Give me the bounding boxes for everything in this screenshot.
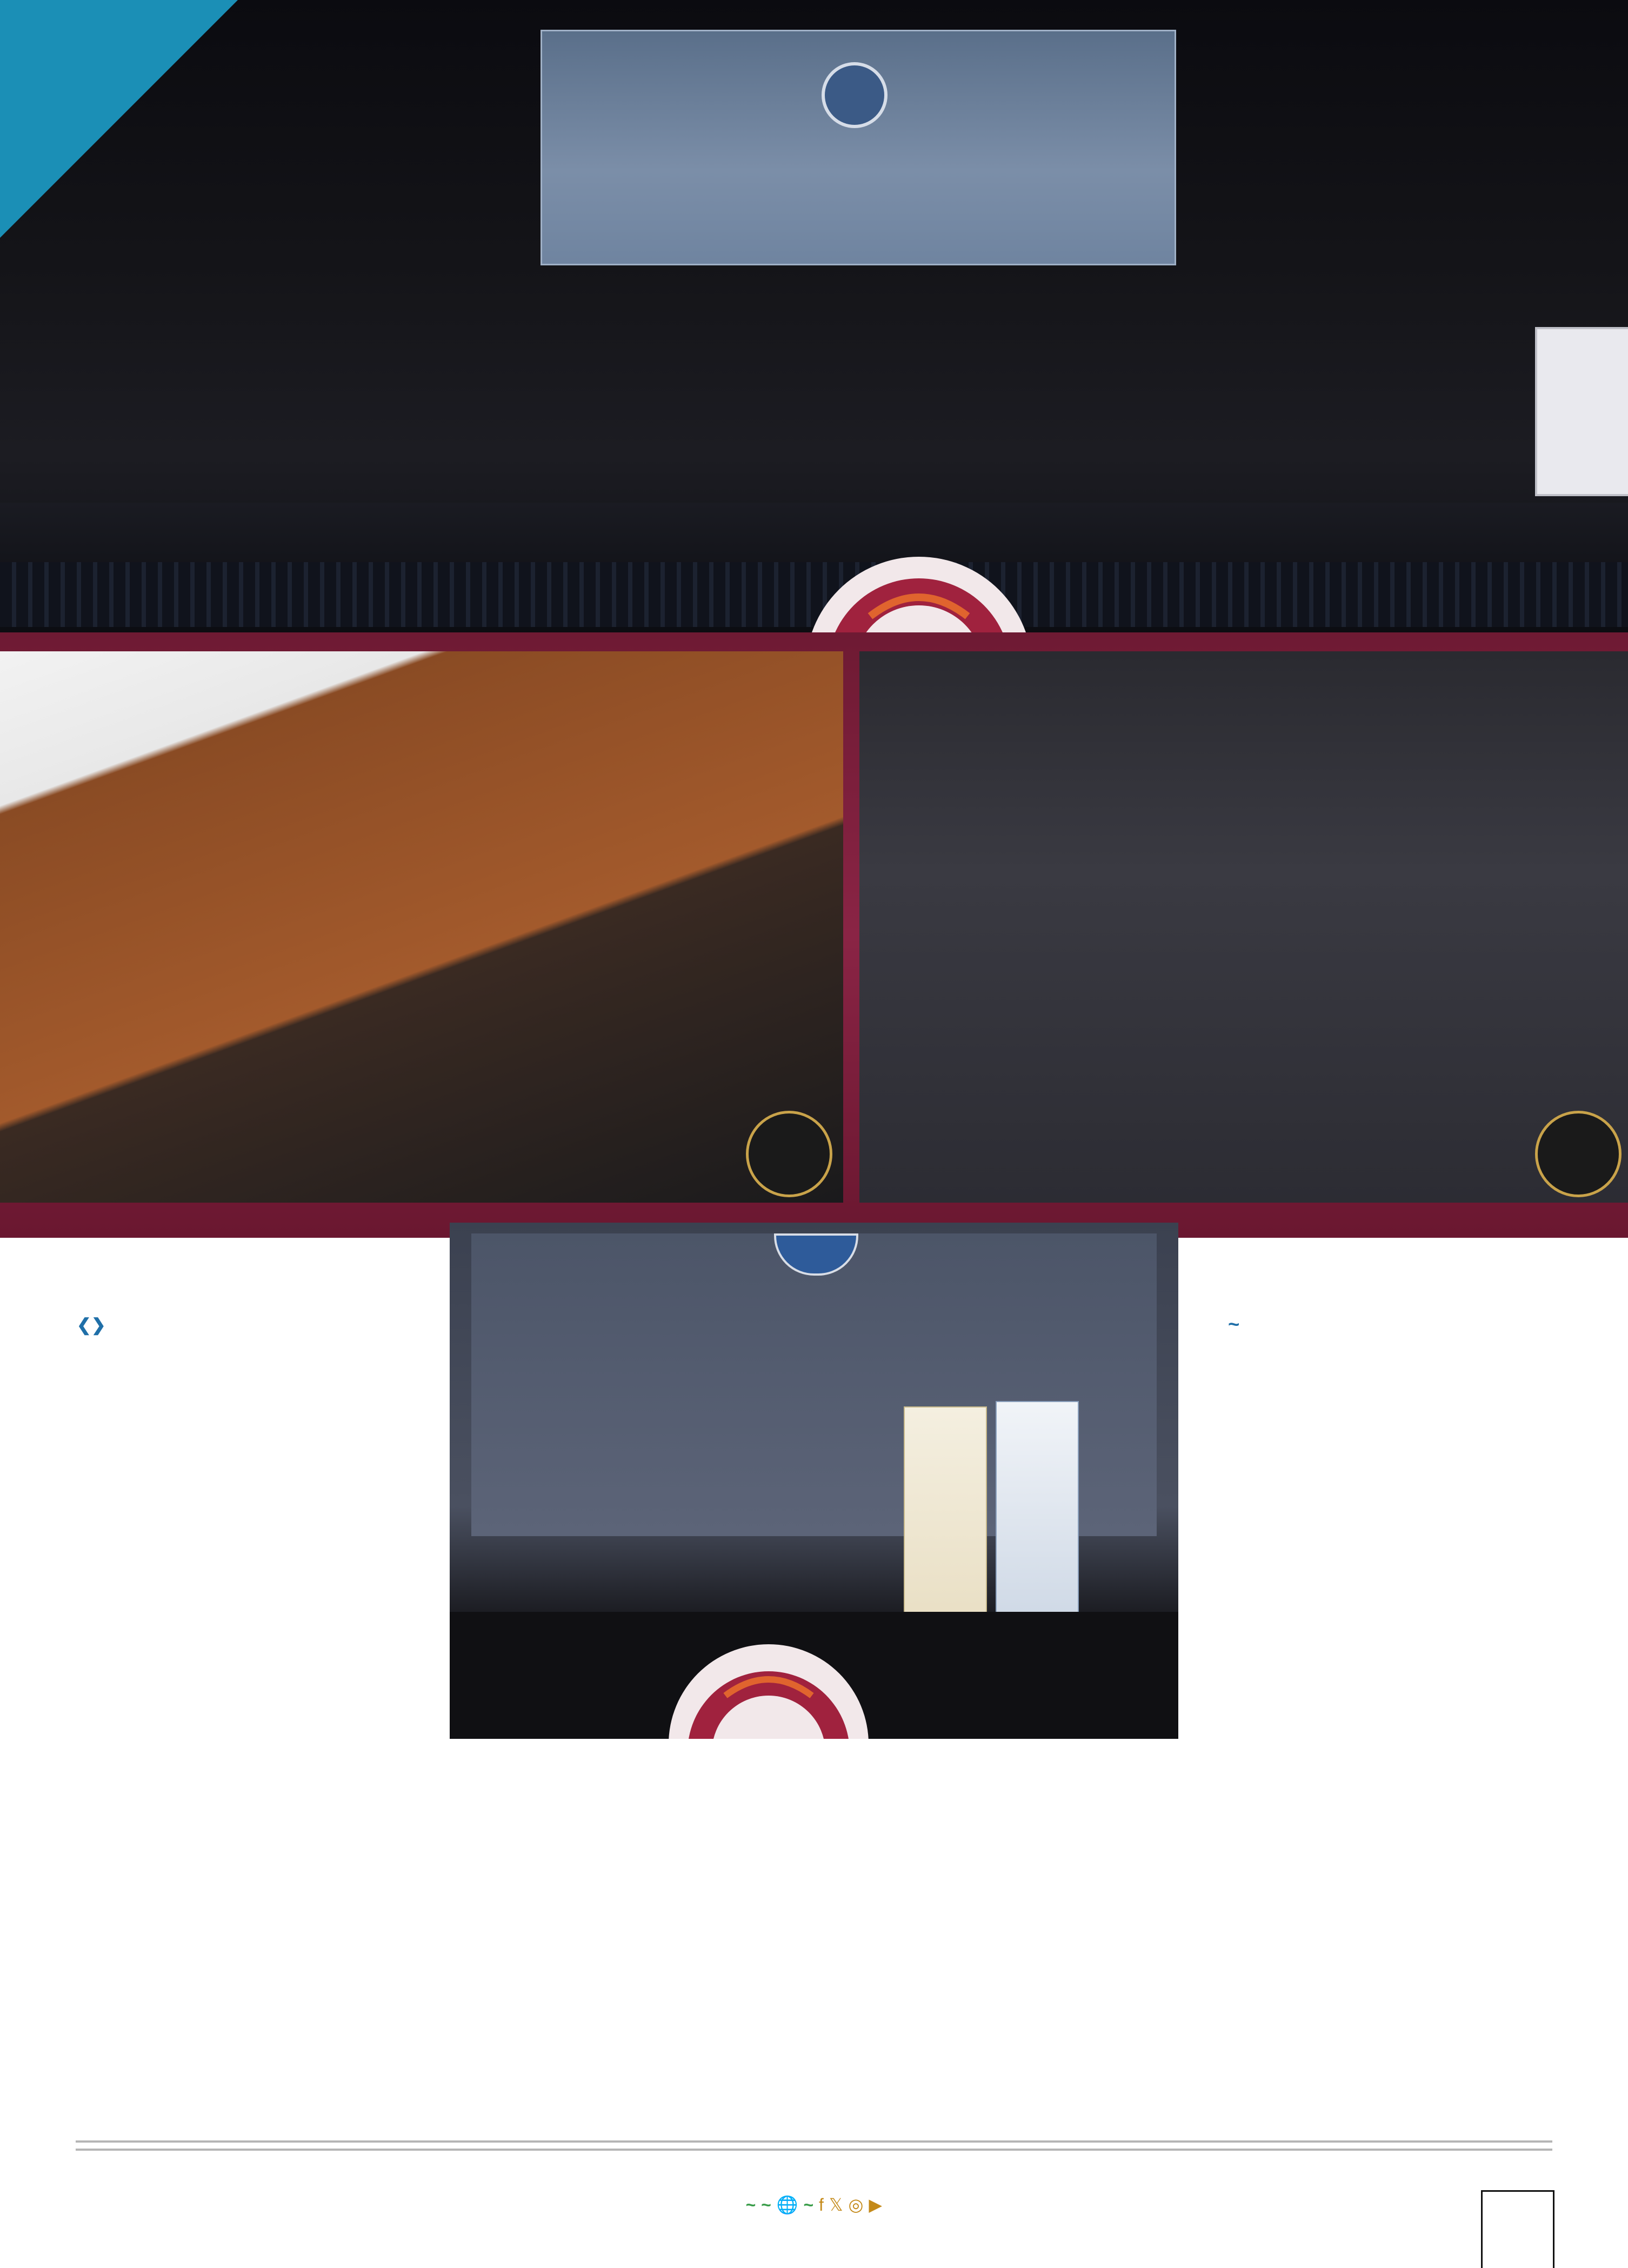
youtube-icon[interactable]: ▶ <box>869 2195 883 2214</box>
bharatanatyam-photo <box>450 1223 1178 1739</box>
globe-icon: 🌐 <box>776 2195 799 2214</box>
instagram-icon[interactable]: ◎ <box>848 2195 864 2214</box>
article-column-4 <box>1197 1311 1543 1338</box>
separator-icon: ~ <box>745 2195 762 2214</box>
facebook-icon[interactable]: f <box>819 2195 824 2214</box>
ficq-badge-icon <box>1535 1111 1622 1197</box>
podium <box>1535 327 1628 496</box>
group-photo-stage <box>0 0 1628 649</box>
article-column-1 <box>77 1311 423 1338</box>
seated-guests <box>859 651 1628 1203</box>
audience-photo-left <box>0 651 843 1203</box>
separator-icon: ~ <box>803 2195 819 2214</box>
audience-photo-right <box>859 651 1628 1203</box>
footer-info <box>0 2194 1628 2215</box>
page-number <box>1481 2190 1554 2268</box>
ficq-badge-icon <box>746 1111 832 1197</box>
x-icon[interactable]: 𝕏 <box>829 2195 844 2214</box>
footer-rule <box>76 2149 1552 2151</box>
article-paragraph <box>1197 1311 1543 1338</box>
group-of-people <box>0 173 1628 519</box>
end-mark-icon: ~ <box>1228 1313 1240 1335</box>
continued-from-link[interactable]: ❮❯ <box>77 1315 106 1335</box>
stage-rail <box>0 562 1628 627</box>
separator-icon: ~ <box>761 2195 777 2214</box>
seated-dignitaries <box>0 651 843 1203</box>
footer-rule <box>76 2140 1552 2143</box>
ficq-logo-icon <box>822 62 888 128</box>
